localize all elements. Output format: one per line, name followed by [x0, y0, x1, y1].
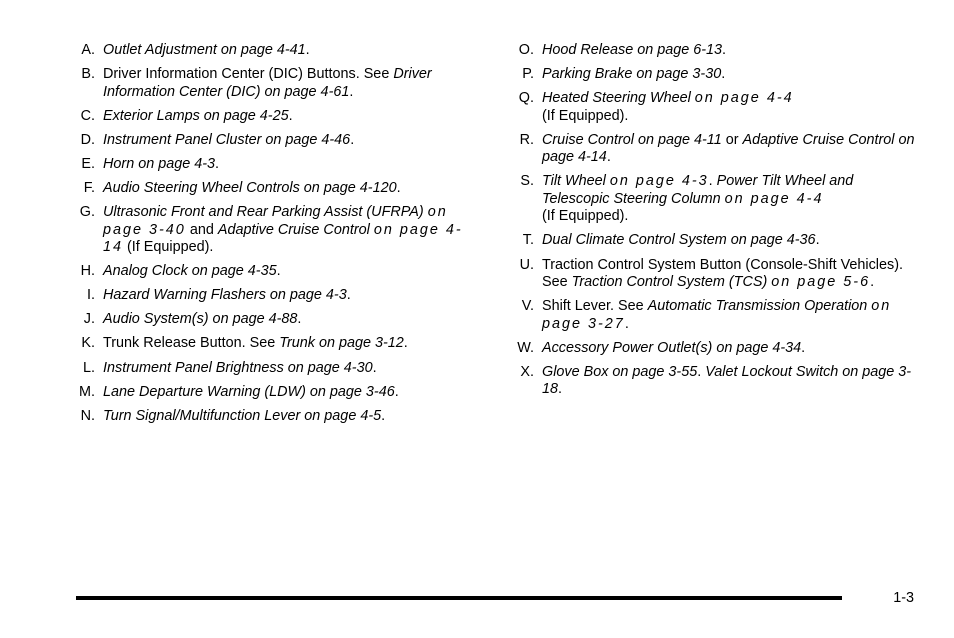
page-reference: on page 5-6: [771, 274, 871, 291]
callout-letter: H.: [80, 263, 95, 280]
page-reference: Heated Steering Wheel: [542, 90, 695, 107]
callout-description: .: [697, 363, 706, 380]
callout-item: [507, 298, 917, 333]
callout-letter: G.: [79, 204, 95, 221]
page-reference: Dual Climate Control System on page 4-36: [542, 232, 816, 249]
page-reference: Tilt Wheel: [542, 173, 610, 190]
callout-letter: V.: [521, 298, 534, 315]
callout-description: .: [708, 173, 717, 190]
callout-text: [542, 66, 917, 84]
callout-item: [507, 90, 917, 125]
callout-letter: P.: [522, 66, 534, 83]
callout-description: .: [396, 179, 401, 196]
callout-description: .: [606, 149, 611, 166]
callout-description: or: [721, 131, 743, 148]
page-reference: Trunk on page 3-12: [279, 335, 404, 352]
callout-description: .: [350, 131, 355, 148]
callout-description: .: [288, 107, 293, 124]
page-reference: Automatic Transmission Operation: [647, 298, 872, 315]
callout-letter: O.: [518, 42, 534, 58]
callout-item: [507, 173, 917, 226]
callout-item: [76, 204, 476, 257]
page-reference: Valet Lockout Switch on page 3-18: [542, 363, 912, 398]
callout-description: .: [558, 381, 563, 398]
callout-item: [507, 364, 917, 399]
page-reference: on page 3-40: [103, 204, 448, 238]
page-reference: Lane Departure Warning (LDW) on page 3-46: [103, 383, 395, 400]
callout-description: .: [215, 155, 220, 172]
page-reference: Glove Box on page 3-55: [542, 363, 698, 380]
callout-item: [76, 335, 476, 353]
page-number: 1-3: [893, 590, 914, 606]
callout-description: Trunk Release Button. See: [103, 335, 280, 352]
callout-description: .: [394, 383, 399, 400]
callout-description: .: [381, 407, 386, 424]
page-reference: Turn Signal/Multifunction Lever on page 4-5: [103, 407, 382, 424]
callout-description: (If Equipped).: [542, 208, 629, 225]
page-reference: Audio System(s) on page 4-88: [103, 311, 298, 328]
callout-description: .: [346, 287, 351, 304]
page-reference: Analog Clock on page 4-35: [103, 263, 277, 280]
page-reference: Power Tilt Wheel and Telescopic Steering Column: [542, 173, 854, 207]
callout-text: [103, 42, 476, 60]
callout-text: [103, 408, 476, 426]
page-reference: Outlet Adjustment on page 4-41: [103, 42, 306, 58]
page-reference: Ultrasonic Front and Rear Parking Assist (UFRPA): [103, 204, 428, 221]
callout-item: [76, 156, 476, 174]
footer-rule: [76, 596, 842, 600]
callout-text: [103, 204, 476, 257]
callout-text: [542, 364, 917, 399]
callout-letter: B.: [81, 66, 95, 83]
callout-letter: M.: [79, 383, 95, 400]
page-reference: Adaptive Cruise Control on page 4-14: [542, 131, 915, 166]
callout-item: [507, 232, 917, 250]
callout-letter: J.: [83, 311, 95, 328]
callout-text: [542, 90, 917, 125]
page-reference: on page 4-4: [694, 90, 794, 107]
callout-item: [76, 287, 476, 305]
callout-item: [507, 132, 917, 167]
callout-item: [507, 257, 917, 292]
callout-letter: X.: [520, 363, 534, 380]
page-reference: Accessory Power Outlet(s) on page 4-34: [542, 339, 802, 356]
callout-description: .: [624, 315, 629, 332]
page-reference: Horn on page 4-3: [103, 155, 216, 172]
callout-text: [103, 311, 476, 329]
callout-item: [76, 108, 476, 126]
callout-letter: C.: [80, 107, 95, 124]
callout-description: .: [349, 83, 354, 100]
callout-item: [76, 311, 476, 329]
callout-letter: N.: [80, 407, 95, 424]
page-reference: on page 3-27: [542, 298, 892, 332]
page-reference: Cruise Control on page 4-11: [542, 131, 722, 148]
page-reference: on page 4-3: [609, 173, 709, 190]
callout-description: .: [276, 263, 281, 280]
callout-letter: W.: [517, 339, 534, 356]
callout-text: [103, 66, 476, 101]
callout-letter: I.: [87, 287, 95, 304]
page-reference: Audio Steering Wheel Controls on page 4-120: [103, 179, 397, 196]
callout-text: [542, 257, 917, 292]
page-reference: Driver Information Center (DIC) on page 4-61: [103, 66, 432, 100]
callout-description: .: [305, 42, 310, 58]
callout-item: [76, 263, 476, 281]
callout-description: Shift Lever. See: [542, 298, 648, 315]
callout-text: [103, 287, 476, 305]
callout-letter: D.: [80, 131, 95, 148]
callout-letter: A.: [81, 42, 95, 58]
callout-text: [103, 360, 476, 378]
callout-letter: U.: [519, 256, 534, 273]
callout-letter: R.: [519, 131, 534, 148]
callout-text: [542, 232, 917, 250]
page-reference: Adaptive Cruise Control: [217, 221, 374, 238]
callout-text: [542, 42, 917, 60]
callout-item: [76, 42, 476, 60]
page-reference: Traction Control System (TCS): [571, 274, 772, 291]
callout-text: [103, 132, 476, 150]
page-reference: on page 4-14: [103, 221, 463, 256]
callout-letter: F.: [83, 179, 95, 196]
callout-item: [76, 360, 476, 378]
callout-list-left: [76, 42, 476, 432]
callout-description: and: [185, 221, 218, 238]
page-reference: Parking Brake on page 3-30: [542, 66, 722, 83]
callout-item: [507, 42, 917, 60]
callout-description: .: [403, 335, 408, 352]
callout-letter: T.: [522, 232, 534, 249]
page-reference: Hood Release on page 6-13: [542, 42, 723, 58]
page-reference: on page 4-4: [724, 190, 824, 207]
callout-text: [103, 384, 476, 402]
page-reference: Exterior Lamps on page 4-25: [103, 107, 289, 124]
callout-text: [103, 335, 476, 353]
callout-text: [103, 108, 476, 126]
callout-description: .: [815, 232, 820, 249]
callout-text: [103, 156, 476, 174]
callout-description: Driver Information Center (DIC) Buttons. See: [103, 66, 394, 83]
callout-item: [507, 340, 917, 358]
callout-description: (If Equipped).: [123, 239, 214, 256]
page-reference: Hazard Warning Flashers on page 4-3: [103, 287, 347, 304]
callout-letter: S.: [520, 173, 534, 190]
page-reference: Instrument Panel Brightness on page 4-30: [103, 359, 373, 376]
callout-description: Traction Control System Button (Console-Shift Vehicles). See: [542, 256, 903, 291]
callout-item: [76, 384, 476, 402]
callout-letter: L.: [82, 359, 95, 376]
callout-letter: Q.: [518, 90, 534, 107]
callout-item: [76, 408, 476, 426]
callout-item: [76, 180, 476, 198]
callout-description: .: [372, 359, 377, 376]
callout-letter: K.: [81, 335, 95, 352]
callout-item: [76, 132, 476, 150]
callout-text: [542, 173, 917, 226]
callout-text: [103, 263, 476, 281]
callout-letter: E.: [81, 155, 95, 172]
callout-description: .: [722, 42, 727, 58]
callout-description: .: [801, 339, 806, 356]
callout-text: [103, 180, 476, 198]
page-reference: Instrument Panel Cluster on page 4-46: [103, 131, 351, 148]
callout-text: [542, 132, 917, 167]
callout-description: .: [721, 66, 726, 83]
callout-text: [542, 298, 917, 333]
callout-description: .: [297, 311, 302, 328]
callout-item: [507, 66, 917, 84]
callout-list-right: [507, 42, 917, 405]
callout-item: [76, 66, 476, 101]
callout-description: .: [870, 274, 875, 291]
callout-description: (If Equipped).: [542, 107, 629, 124]
callout-text: [542, 340, 917, 358]
